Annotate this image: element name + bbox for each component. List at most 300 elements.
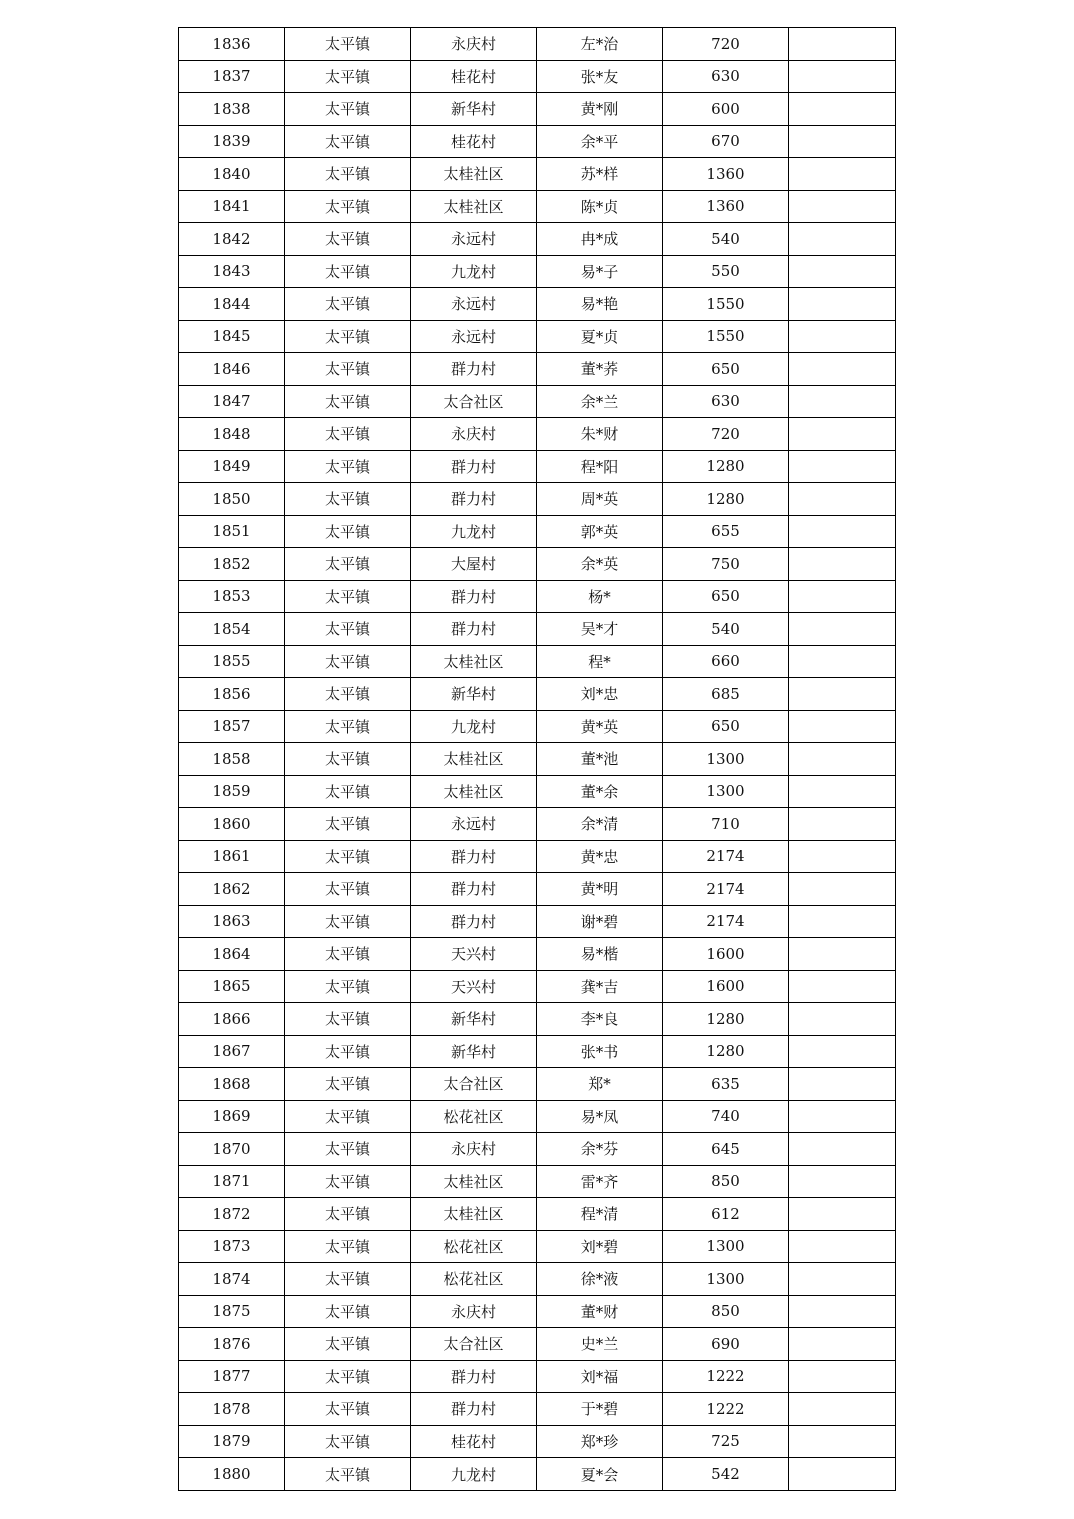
cell-amount: 655 xyxy=(663,515,789,548)
table-row xyxy=(179,1003,896,1036)
cell-amount: 1280 xyxy=(663,450,789,483)
cell-town: 太平镇 xyxy=(285,385,411,418)
table-row xyxy=(179,418,896,451)
table-row xyxy=(179,515,896,548)
cell-amount: 1280 xyxy=(663,483,789,516)
cell-town: 太平镇 xyxy=(285,28,411,61)
cell-village: 太桂社区 xyxy=(411,158,537,191)
cell-village: 九龙村 xyxy=(411,1458,537,1491)
table-row xyxy=(179,645,896,678)
cell-index: 1865 xyxy=(179,970,285,1003)
table-row xyxy=(179,320,896,353)
cell-amount: 1222 xyxy=(663,1360,789,1393)
cell-name: 刘*福 xyxy=(537,1360,663,1393)
cell-note xyxy=(789,743,896,776)
cell-town: 太平镇 xyxy=(285,710,411,743)
cell-name: 夏*会 xyxy=(537,1458,663,1491)
table-row xyxy=(179,353,896,386)
table-row xyxy=(179,1328,896,1361)
cell-name: 陈*贞 xyxy=(537,190,663,223)
table-row xyxy=(179,580,896,613)
cell-note xyxy=(789,580,896,613)
cell-index: 1853 xyxy=(179,580,285,613)
cell-note xyxy=(789,548,896,581)
cell-note xyxy=(789,385,896,418)
cell-note xyxy=(789,1198,896,1231)
table-row xyxy=(179,1068,896,1101)
cell-village: 桂花村 xyxy=(411,60,537,93)
cell-note xyxy=(789,1133,896,1166)
cell-amount: 750 xyxy=(663,548,789,581)
cell-amount: 2174 xyxy=(663,905,789,938)
cell-amount: 542 xyxy=(663,1458,789,1491)
table-row xyxy=(179,548,896,581)
cell-index: 1858 xyxy=(179,743,285,776)
cell-name: 余*平 xyxy=(537,125,663,158)
cell-name: 易*凤 xyxy=(537,1100,663,1133)
cell-town: 太平镇 xyxy=(285,905,411,938)
cell-index: 1863 xyxy=(179,905,285,938)
cell-town: 太平镇 xyxy=(285,1100,411,1133)
table-row xyxy=(179,1100,896,1133)
cell-village: 太合社区 xyxy=(411,385,537,418)
cell-index: 1879 xyxy=(179,1425,285,1458)
cell-note xyxy=(789,1393,896,1426)
cell-index: 1878 xyxy=(179,1393,285,1426)
cell-town: 太平镇 xyxy=(285,970,411,1003)
cell-note xyxy=(789,710,896,743)
cell-note xyxy=(789,353,896,386)
table-row xyxy=(179,1458,896,1491)
cell-note xyxy=(789,515,896,548)
cell-village: 松花社区 xyxy=(411,1230,537,1263)
cell-index: 1857 xyxy=(179,710,285,743)
cell-index: 1866 xyxy=(179,1003,285,1036)
cell-town: 太平镇 xyxy=(285,1068,411,1101)
data-table xyxy=(178,27,896,1491)
cell-name: 雷*齐 xyxy=(537,1165,663,1198)
cell-amount: 850 xyxy=(663,1165,789,1198)
cell-index: 1839 xyxy=(179,125,285,158)
cell-note xyxy=(789,645,896,678)
cell-index: 1840 xyxy=(179,158,285,191)
cell-village: 永远村 xyxy=(411,320,537,353)
table-row xyxy=(179,970,896,1003)
cell-name: 苏*样 xyxy=(537,158,663,191)
cell-name: 余*清 xyxy=(537,808,663,841)
table-row xyxy=(179,28,896,61)
cell-village: 群力村 xyxy=(411,840,537,873)
cell-amount: 2174 xyxy=(663,873,789,906)
cell-town: 太平镇 xyxy=(285,645,411,678)
cell-name: 吴*才 xyxy=(537,613,663,646)
cell-town: 太平镇 xyxy=(285,255,411,288)
table-row xyxy=(179,743,896,776)
cell-index: 1849 xyxy=(179,450,285,483)
cell-index: 1867 xyxy=(179,1035,285,1068)
table-row xyxy=(179,60,896,93)
cell-amount: 1280 xyxy=(663,1035,789,1068)
cell-village: 群力村 xyxy=(411,580,537,613)
cell-note xyxy=(789,1003,896,1036)
table-body xyxy=(179,28,896,1491)
cell-index: 1862 xyxy=(179,873,285,906)
cell-index: 1861 xyxy=(179,840,285,873)
cell-village: 天兴村 xyxy=(411,938,537,971)
table-row xyxy=(179,385,896,418)
table-row xyxy=(179,93,896,126)
cell-name: 易*楷 xyxy=(537,938,663,971)
cell-town: 太平镇 xyxy=(285,1328,411,1361)
cell-town: 太平镇 xyxy=(285,353,411,386)
cell-amount: 1550 xyxy=(663,320,789,353)
cell-index: 1848 xyxy=(179,418,285,451)
cell-amount: 1360 xyxy=(663,158,789,191)
cell-village: 新华村 xyxy=(411,1003,537,1036)
cell-village: 太桂社区 xyxy=(411,645,537,678)
cell-village: 永远村 xyxy=(411,223,537,256)
cell-village: 群力村 xyxy=(411,905,537,938)
cell-town: 太平镇 xyxy=(285,1230,411,1263)
table-row xyxy=(179,450,896,483)
cell-amount: 1222 xyxy=(663,1393,789,1426)
cell-index: 1859 xyxy=(179,775,285,808)
table-row xyxy=(179,158,896,191)
cell-note xyxy=(789,223,896,256)
cell-note xyxy=(789,1165,896,1198)
cell-name: 郭*英 xyxy=(537,515,663,548)
cell-note xyxy=(789,840,896,873)
cell-name: 程*阳 xyxy=(537,450,663,483)
cell-name: 余*芬 xyxy=(537,1133,663,1166)
table-row xyxy=(179,613,896,646)
cell-name: 刘*碧 xyxy=(537,1230,663,1263)
cell-amount: 670 xyxy=(663,125,789,158)
cell-town: 太平镇 xyxy=(285,743,411,776)
cell-name: 郑*珍 xyxy=(537,1425,663,1458)
cell-note xyxy=(789,1425,896,1458)
cell-town: 太平镇 xyxy=(285,1133,411,1166)
cell-town: 太平镇 xyxy=(285,1425,411,1458)
cell-town: 太平镇 xyxy=(285,223,411,256)
cell-village: 九龙村 xyxy=(411,710,537,743)
cell-amount: 1600 xyxy=(663,938,789,971)
cell-amount: 645 xyxy=(663,1133,789,1166)
cell-amount: 720 xyxy=(663,28,789,61)
cell-amount: 550 xyxy=(663,255,789,288)
cell-amount: 1360 xyxy=(663,190,789,223)
cell-index: 1842 xyxy=(179,223,285,256)
cell-name: 谢*碧 xyxy=(537,905,663,938)
cell-amount: 850 xyxy=(663,1295,789,1328)
cell-town: 太平镇 xyxy=(285,1035,411,1068)
cell-index: 1837 xyxy=(179,60,285,93)
cell-name: 龚*吉 xyxy=(537,970,663,1003)
table-row xyxy=(179,1133,896,1166)
cell-town: 太平镇 xyxy=(285,93,411,126)
cell-town: 太平镇 xyxy=(285,775,411,808)
cell-amount: 635 xyxy=(663,1068,789,1101)
cell-village: 大屋村 xyxy=(411,548,537,581)
cell-town: 太平镇 xyxy=(285,1458,411,1491)
cell-name: 董*余 xyxy=(537,775,663,808)
cell-note xyxy=(789,190,896,223)
cell-note xyxy=(789,1295,896,1328)
table-row xyxy=(179,1263,896,1296)
cell-village: 群力村 xyxy=(411,450,537,483)
cell-amount: 660 xyxy=(663,645,789,678)
table-row xyxy=(179,840,896,873)
cell-index: 1854 xyxy=(179,613,285,646)
cell-index: 1860 xyxy=(179,808,285,841)
cell-amount: 690 xyxy=(663,1328,789,1361)
cell-town: 太平镇 xyxy=(285,840,411,873)
cell-name: 黄*英 xyxy=(537,710,663,743)
cell-village: 永庆村 xyxy=(411,418,537,451)
cell-name: 夏*贞 xyxy=(537,320,663,353)
cell-amount: 740 xyxy=(663,1100,789,1133)
cell-village: 永远村 xyxy=(411,808,537,841)
cell-town: 太平镇 xyxy=(285,1263,411,1296)
cell-note xyxy=(789,1328,896,1361)
table-row xyxy=(179,1035,896,1068)
cell-amount: 2174 xyxy=(663,840,789,873)
cell-amount: 725 xyxy=(663,1425,789,1458)
cell-note xyxy=(789,93,896,126)
cell-town: 太平镇 xyxy=(285,1198,411,1231)
cell-note xyxy=(789,1360,896,1393)
cell-town: 太平镇 xyxy=(285,808,411,841)
cell-name: 余*兰 xyxy=(537,385,663,418)
cell-amount: 540 xyxy=(663,613,789,646)
cell-index: 1875 xyxy=(179,1295,285,1328)
cell-town: 太平镇 xyxy=(285,418,411,451)
cell-village: 太合社区 xyxy=(411,1328,537,1361)
cell-note xyxy=(789,288,896,321)
cell-note xyxy=(789,1458,896,1491)
cell-note xyxy=(789,970,896,1003)
table-row xyxy=(179,1393,896,1426)
cell-note xyxy=(789,28,896,61)
cell-village: 太桂社区 xyxy=(411,190,537,223)
cell-index: 1870 xyxy=(179,1133,285,1166)
cell-town: 太平镇 xyxy=(285,873,411,906)
cell-index: 1852 xyxy=(179,548,285,581)
cell-index: 1864 xyxy=(179,938,285,971)
cell-village: 太桂社区 xyxy=(411,743,537,776)
cell-village: 太桂社区 xyxy=(411,1165,537,1198)
cell-village: 桂花村 xyxy=(411,1425,537,1458)
cell-name: 徐*液 xyxy=(537,1263,663,1296)
cell-index: 1841 xyxy=(179,190,285,223)
table-row xyxy=(179,1198,896,1231)
cell-village: 群力村 xyxy=(411,1360,537,1393)
cell-town: 太平镇 xyxy=(285,1295,411,1328)
cell-note xyxy=(789,775,896,808)
cell-note xyxy=(789,158,896,191)
cell-note xyxy=(789,1035,896,1068)
cell-town: 太平镇 xyxy=(285,613,411,646)
cell-village: 群力村 xyxy=(411,873,537,906)
cell-village: 新华村 xyxy=(411,678,537,711)
cell-amount: 1280 xyxy=(663,1003,789,1036)
cell-town: 太平镇 xyxy=(285,320,411,353)
cell-town: 太平镇 xyxy=(285,190,411,223)
cell-note xyxy=(789,1068,896,1101)
cell-village: 太桂社区 xyxy=(411,775,537,808)
cell-town: 太平镇 xyxy=(285,1165,411,1198)
cell-town: 太平镇 xyxy=(285,483,411,516)
table-row xyxy=(179,1230,896,1263)
cell-note xyxy=(789,808,896,841)
cell-amount: 650 xyxy=(663,580,789,613)
cell-name: 史*兰 xyxy=(537,1328,663,1361)
cell-name: 黄*明 xyxy=(537,873,663,906)
table-row xyxy=(179,1165,896,1198)
table-row xyxy=(179,710,896,743)
cell-name: 杨* xyxy=(537,580,663,613)
cell-town: 太平镇 xyxy=(285,1393,411,1426)
cell-village: 群力村 xyxy=(411,1393,537,1426)
cell-note xyxy=(789,450,896,483)
cell-note xyxy=(789,678,896,711)
cell-index: 1847 xyxy=(179,385,285,418)
cell-town: 太平镇 xyxy=(285,580,411,613)
cell-note xyxy=(789,125,896,158)
cell-town: 太平镇 xyxy=(285,450,411,483)
cell-name: 易*艳 xyxy=(537,288,663,321)
cell-village: 松花社区 xyxy=(411,1100,537,1133)
cell-index: 1851 xyxy=(179,515,285,548)
cell-index: 1868 xyxy=(179,1068,285,1101)
cell-town: 太平镇 xyxy=(285,288,411,321)
cell-town: 太平镇 xyxy=(285,158,411,191)
table-row xyxy=(179,125,896,158)
cell-amount: 685 xyxy=(663,678,789,711)
cell-index: 1855 xyxy=(179,645,285,678)
cell-index: 1836 xyxy=(179,28,285,61)
cell-village: 永庆村 xyxy=(411,1295,537,1328)
cell-village: 太合社区 xyxy=(411,1068,537,1101)
cell-amount: 1550 xyxy=(663,288,789,321)
cell-village: 群力村 xyxy=(411,613,537,646)
cell-village: 永庆村 xyxy=(411,28,537,61)
cell-index: 1874 xyxy=(179,1263,285,1296)
cell-index: 1871 xyxy=(179,1165,285,1198)
cell-town: 太平镇 xyxy=(285,60,411,93)
cell-amount: 1600 xyxy=(663,970,789,1003)
cell-amount: 630 xyxy=(663,60,789,93)
cell-village: 新华村 xyxy=(411,1035,537,1068)
cell-name: 刘*忠 xyxy=(537,678,663,711)
cell-amount: 650 xyxy=(663,710,789,743)
table-row xyxy=(179,288,896,321)
cell-name: 左*治 xyxy=(537,28,663,61)
cell-village: 天兴村 xyxy=(411,970,537,1003)
table-row xyxy=(179,1425,896,1458)
cell-index: 1872 xyxy=(179,1198,285,1231)
cell-name: 易*子 xyxy=(537,255,663,288)
table-row xyxy=(179,1295,896,1328)
cell-village: 群力村 xyxy=(411,483,537,516)
cell-amount: 1300 xyxy=(663,1230,789,1263)
cell-name: 程*清 xyxy=(537,1198,663,1231)
cell-note xyxy=(789,418,896,451)
cell-index: 1850 xyxy=(179,483,285,516)
cell-town: 太平镇 xyxy=(285,938,411,971)
cell-index: 1846 xyxy=(179,353,285,386)
cell-amount: 630 xyxy=(663,385,789,418)
cell-index: 1869 xyxy=(179,1100,285,1133)
table-row xyxy=(179,678,896,711)
cell-index: 1838 xyxy=(179,93,285,126)
cell-note xyxy=(789,1263,896,1296)
cell-note xyxy=(789,255,896,288)
cell-village: 九龙村 xyxy=(411,515,537,548)
cell-index: 1880 xyxy=(179,1458,285,1491)
cell-town: 太平镇 xyxy=(285,125,411,158)
cell-village: 桂花村 xyxy=(411,125,537,158)
cell-index: 1844 xyxy=(179,288,285,321)
cell-village: 松花社区 xyxy=(411,1263,537,1296)
table-row xyxy=(179,905,896,938)
cell-town: 太平镇 xyxy=(285,515,411,548)
cell-index: 1877 xyxy=(179,1360,285,1393)
cell-amount: 1300 xyxy=(663,743,789,776)
table-row xyxy=(179,255,896,288)
cell-index: 1856 xyxy=(179,678,285,711)
cell-amount: 612 xyxy=(663,1198,789,1231)
cell-amount: 600 xyxy=(663,93,789,126)
cell-name: 黄*忠 xyxy=(537,840,663,873)
cell-note xyxy=(789,1230,896,1263)
table-row xyxy=(179,190,896,223)
cell-name: 郑* xyxy=(537,1068,663,1101)
cell-name: 张*书 xyxy=(537,1035,663,1068)
cell-name: 黄*刚 xyxy=(537,93,663,126)
cell-note xyxy=(789,613,896,646)
cell-village: 太桂社区 xyxy=(411,1198,537,1231)
cell-village: 群力村 xyxy=(411,353,537,386)
table-row xyxy=(179,775,896,808)
cell-amount: 1300 xyxy=(663,1263,789,1296)
cell-name: 董*荞 xyxy=(537,353,663,386)
cell-amount: 650 xyxy=(663,353,789,386)
cell-village: 永远村 xyxy=(411,288,537,321)
cell-amount: 1300 xyxy=(663,775,789,808)
cell-town: 太平镇 xyxy=(285,678,411,711)
table-row xyxy=(179,483,896,516)
table-row xyxy=(179,938,896,971)
cell-village: 永庆村 xyxy=(411,1133,537,1166)
cell-name: 张*友 xyxy=(537,60,663,93)
cell-amount: 540 xyxy=(663,223,789,256)
cell-note xyxy=(789,320,896,353)
cell-note xyxy=(789,873,896,906)
cell-index: 1845 xyxy=(179,320,285,353)
cell-name: 董*池 xyxy=(537,743,663,776)
cell-index: 1876 xyxy=(179,1328,285,1361)
cell-name: 周*英 xyxy=(537,483,663,516)
cell-town: 太平镇 xyxy=(285,1360,411,1393)
cell-name: 李*良 xyxy=(537,1003,663,1036)
cell-village: 新华村 xyxy=(411,93,537,126)
cell-note xyxy=(789,60,896,93)
cell-name: 于*碧 xyxy=(537,1393,663,1426)
table-row xyxy=(179,223,896,256)
cell-note xyxy=(789,938,896,971)
cell-name: 冉*成 xyxy=(537,223,663,256)
